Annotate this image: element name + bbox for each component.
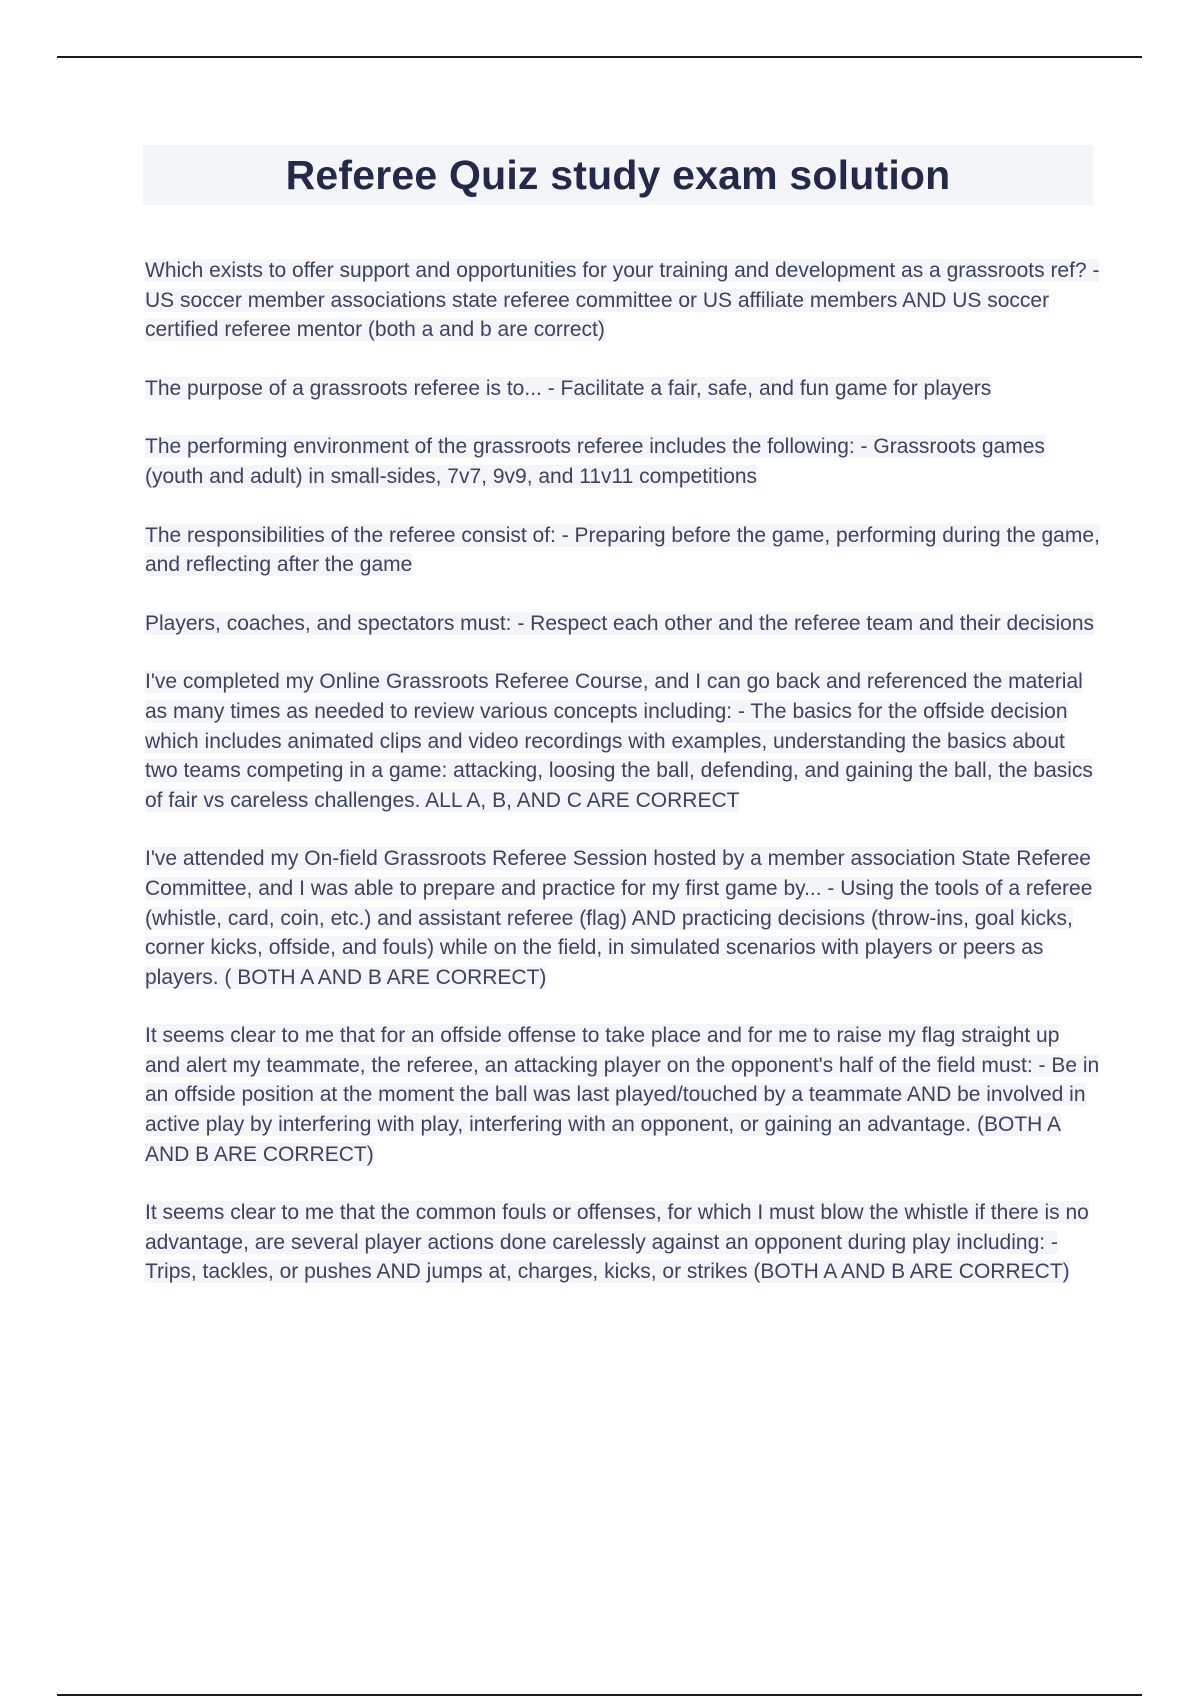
qa-text: The purpose of a grassroots referee is to... - Facilitate a fair, safe, and fun game for players	[145, 376, 992, 400]
qa-item-5	[145, 609, 1100, 639]
qa-item-1	[145, 256, 1100, 345]
qa-item-8	[145, 1021, 1100, 1169]
qa-text: The responsibilities of the referee consist of: - Preparing before the game, performing during the game, and reflecting after the game	[145, 523, 1100, 577]
header-rule	[57, 56, 1142, 58]
question-answer-list	[145, 256, 1100, 1316]
qa-item-4	[145, 521, 1100, 580]
qa-item-3	[145, 432, 1100, 491]
qa-item-2	[145, 374, 1100, 404]
qa-item-7	[145, 844, 1100, 992]
qa-text: Which exists to offer support and opportunities for your training and development as a grassroots ref? - US soccer member associations state referee committee or US affiliate members AND US soccer certified referee mentor (both a and b are correct)	[145, 259, 1100, 342]
qa-item-6	[145, 667, 1100, 815]
qa-text: The performing environment of the grassroots referee includes the following: - Grassroots games (youth and adult) in small-sides, 7v7, 9v9, and 11v11 competitions	[145, 435, 1045, 488]
footer-rule	[57, 1694, 1142, 1696]
document-title: Referee Quiz study exam solution	[285, 151, 951, 198]
qa-item-9	[145, 1198, 1100, 1287]
qa-text: I've attended my On-field Grassroots Referee Session hosted by a member association State Referee Committee, and I was able to prepare and practice for my first game by... - Using the tools of a referee (whistle, card, coin, etc.) and assistant referee (flag) AND practicing decisions (throw-ins, goal kicks, corner kicks, offside, and fouls) while on the field, in simulated scenarios with players or peers as players. ( BOTH A AND B ARE CORRECT)	[145, 847, 1093, 989]
title-banner	[143, 145, 1093, 205]
qa-text: It seems clear to me that the common fouls or offenses, for which I must blow the whistle if there is no advantage, are several player actions done carelessly against an opponent during play including: - Trips, tackles, or pushes AND jumps at, charges, kicks, or strikes (BOTH A AND B ARE CORRECT)	[145, 1201, 1089, 1284]
qa-text: I've completed my Online Grassroots Referee Course, and I can go back and referenced the material as many times as needed to review various concepts including: - The basics for the offside decision which includes animated clips and video recordings with examples, understanding the basics about two teams competing in a game: attacking, loosing the ball, defending, and gaining the ball, the basics of fair vs careless challenges. ALL A, B, AND C ARE CORRECT	[145, 670, 1093, 812]
qa-text: It seems clear to me that for an offside offense to take place and for me to raise my flag straight up and alert my teammate, the referee, an attacking player on the opponent's half of the field must: - Be in an offside position at the moment the ball was last played/touched by a teammate AND be involved in active play by interfering with play, interfering with an opponent, or gaining an advantage. (BOTH A AND B ARE CORRECT)	[145, 1024, 1100, 1166]
qa-text: Players, coaches, and spectators must: - Respect each other and the referee team and their decisions	[145, 611, 1095, 635]
